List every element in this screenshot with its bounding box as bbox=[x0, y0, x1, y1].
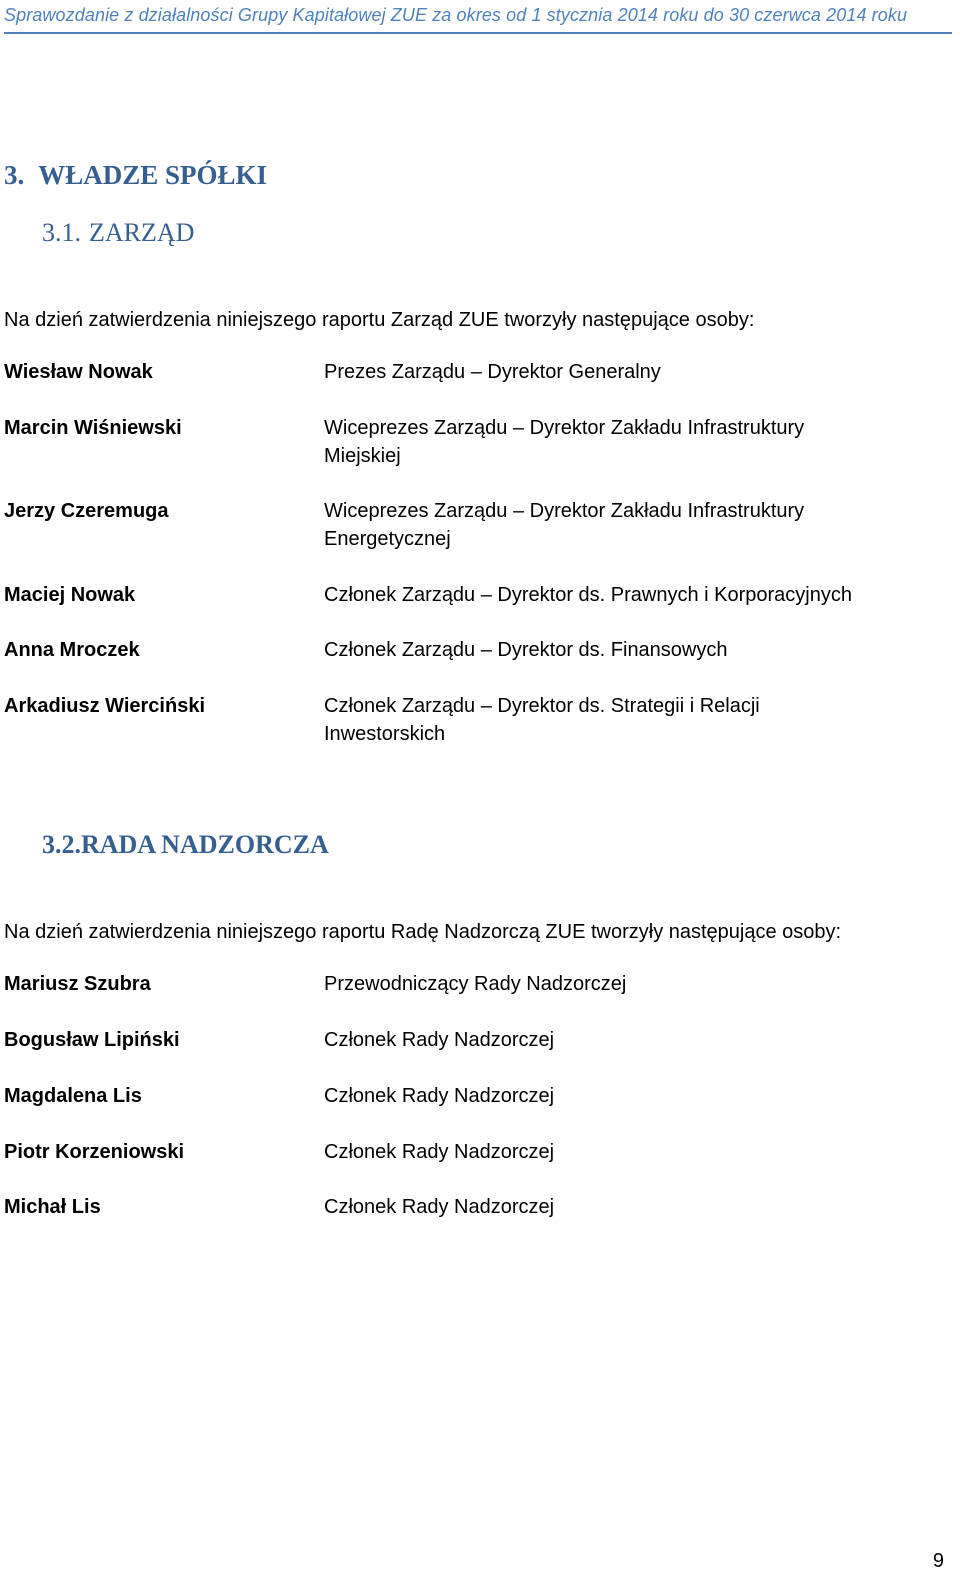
supervisory-board-heading bbox=[42, 828, 329, 862]
member-name: Bogusław Lipiński bbox=[4, 1029, 180, 1051]
member-role: Prezes Zarządu – Dyrektor Generalny bbox=[324, 361, 661, 383]
section-title: WŁADZE SPÓŁKI bbox=[38, 160, 268, 190]
member-name: Jerzy Czeremuga bbox=[4, 500, 169, 522]
section-number: 3. bbox=[4, 160, 25, 190]
member-name: Arkadiusz Wierciński bbox=[4, 695, 206, 717]
management-board-number: 3.1. bbox=[42, 218, 81, 247]
page-number: 9 bbox=[932, 1550, 944, 1572]
member-name: Piotr Korzeniowski bbox=[4, 1141, 185, 1163]
member-role: Członek Zarządu – Dyrektor ds. Strategii i Relacji Inwestorskich bbox=[324, 695, 760, 745]
member-name: Michał Lis bbox=[4, 1196, 101, 1218]
supervisory-board-title: RADA NADZORCZA bbox=[81, 830, 329, 859]
member-role: Wiceprezes Zarządu – Dyrektor Zakładu Infrastruktury Miejskiej bbox=[324, 417, 805, 467]
management-board-intro: Na dzień zatwierdzenia niniejszego raportu Zarząd ZUE tworzyły następujące osoby: bbox=[4, 309, 755, 331]
member-name: Magdalena Lis bbox=[4, 1085, 142, 1107]
member-name: Maciej Nowak bbox=[4, 584, 136, 606]
section-heading bbox=[4, 158, 267, 192]
member-name: Anna Mroczek bbox=[4, 639, 140, 661]
member-role: Członek Rady Nadzorczej bbox=[324, 1085, 555, 1107]
member-role: Członek Zarządu – Dyrektor ds. Prawnych i Korporacyjnych bbox=[324, 584, 852, 606]
member-role: Członek Rady Nadzorczej bbox=[324, 1141, 555, 1163]
member-role: Członek Zarządu – Dyrektor ds. Finansowych bbox=[324, 639, 728, 661]
member-role: Członek Rady Nadzorczej bbox=[324, 1196, 555, 1218]
member-name: Wiesław Nowak bbox=[4, 361, 153, 383]
member-role: Wiceprezes Zarządu – Dyrektor Zakładu Infrastruktury Energetycznej bbox=[324, 500, 805, 550]
supervisory-board-intro: Na dzień zatwierdzenia niniejszego raportu Radę Nadzorczą ZUE tworzyły następujące osoby: bbox=[4, 921, 842, 943]
running-header-text: Sprawozdanie z działalności Grupy Kapitałowej ZUE za okres od 1 stycznia 2014 roku do 30 czerwca 2014 roku bbox=[4, 5, 908, 25]
member-role: Członek Rady Nadzorczej bbox=[324, 1029, 555, 1051]
member-name: Marcin Wiśniewski bbox=[4, 417, 182, 439]
management-board-title: ZARZĄD bbox=[89, 218, 195, 247]
management-board-heading bbox=[42, 216, 194, 250]
running-header bbox=[4, 4, 952, 34]
supervisory-board-number: 3.2. bbox=[42, 830, 81, 859]
member-role: Przewodniczący Rady Nadzorczej bbox=[324, 973, 627, 995]
member-name: Mariusz Szubra bbox=[4, 973, 151, 995]
